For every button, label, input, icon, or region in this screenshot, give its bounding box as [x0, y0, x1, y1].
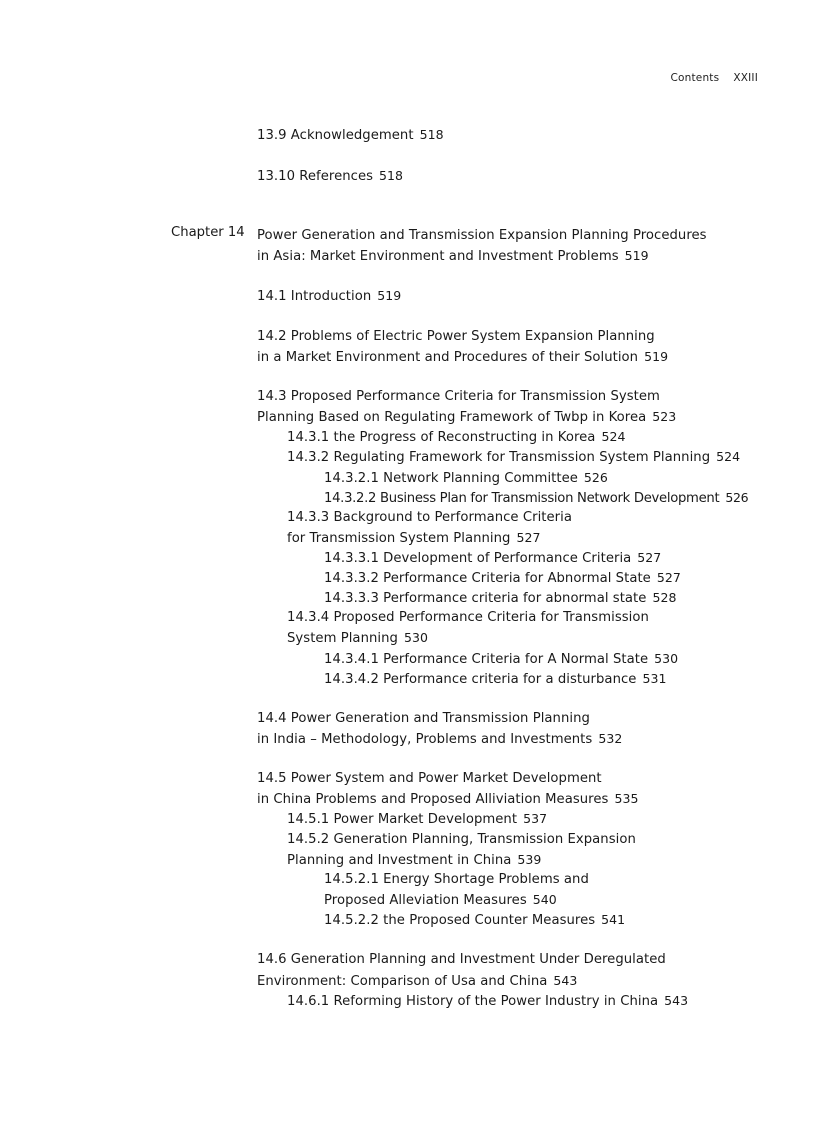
- page-number: 528: [652, 590, 677, 605]
- toc-entry[interactable]: 14.3.2.1 Network Planning Committee 526: [324, 470, 608, 486]
- toc-entry[interactable]: 14.5.2 Generation Planning, Transmission Expansion: [287, 832, 636, 847]
- page-number: 527: [516, 530, 541, 545]
- toc-entry-cont[interactable]: System Planning 530: [287, 630, 428, 646]
- toc-entry[interactable]: 14.3.2 Regulating Framework for Transmission System Planning 524: [287, 449, 741, 465]
- chapter-title-cont[interactable]: in Asia: Market Environment and Investment Problems 519: [257, 248, 649, 264]
- toc-entry-cont[interactable]: Proposed Alleviation Measures 540: [324, 892, 557, 908]
- page-number: 537: [523, 811, 548, 826]
- toc-entry[interactable]: 14.3.4.1 Performance Criteria for A Normal State 530: [324, 651, 679, 667]
- toc-entry[interactable]: 13.10 References 518: [257, 168, 404, 184]
- page-number: 541: [601, 912, 626, 927]
- toc-entry[interactable]: 14.5.2.2 the Proposed Counter Measures 541: [324, 912, 626, 928]
- toc-entry-cont[interactable]: Planning and Investment in China 539: [287, 852, 542, 868]
- toc-entry[interactable]: 14.4 Power Generation and Transmission Planning: [257, 711, 590, 726]
- page-number: 543: [553, 973, 578, 988]
- toc-entry[interactable]: 14.3.3.3 Performance criteria for abnormal state 528: [324, 590, 677, 606]
- page-number: 531: [642, 671, 667, 686]
- toc-entry[interactable]: 14.3.3.2 Performance Criteria for Abnormal State 527: [324, 570, 681, 586]
- toc-entry[interactable]: 13.9 Acknowledgement 518: [257, 127, 444, 143]
- toc-entry-cont[interactable]: Planning Based on Regulating Framework of Twbp in Korea 523: [257, 409, 677, 425]
- chapter-label: Chapter 14: [171, 225, 245, 240]
- toc-entry[interactable]: 14.3.4 Proposed Performance Criteria for Transmission: [287, 610, 649, 625]
- toc-entry[interactable]: 14.1 Introduction 519: [257, 288, 402, 304]
- page-number: 518: [379, 168, 404, 183]
- page-number: 527: [637, 550, 662, 565]
- toc-entry[interactable]: 14.3.3.1 Development of Performance Criteria 527: [324, 550, 662, 566]
- toc-entry-cont[interactable]: in India – Methodology, Problems and Investments 532: [257, 731, 623, 747]
- page-number: 524: [716, 449, 741, 464]
- toc-entry[interactable]: 14.6.1 Reforming History of the Power Industry in China 543: [287, 993, 689, 1009]
- header-section: Contents: [670, 72, 720, 84]
- toc-entry[interactable]: 14.2 Problems of Electric Power System Expansion Planning: [257, 329, 655, 344]
- running-header: [670, 72, 758, 84]
- page-number: 539: [517, 852, 542, 867]
- toc-entry-cont[interactable]: in a Market Environment and Procedures of their Solution 519: [257, 349, 669, 365]
- page-number: 518: [419, 127, 444, 142]
- toc-entry[interactable]: 14.3.1 the Progress of Reconstructing in Korea 524: [287, 429, 626, 445]
- page-number: 519: [644, 349, 669, 364]
- page-number: 530: [403, 630, 428, 645]
- toc-entry[interactable]: 14.3.3 Background to Performance Criteria: [287, 510, 572, 525]
- toc-entry[interactable]: 14.5.1 Power Market Development 537: [287, 811, 548, 827]
- page-number: 535: [614, 791, 639, 806]
- page-number: 527: [656, 570, 681, 585]
- page-number: 543: [664, 993, 689, 1008]
- page-number: 540: [532, 892, 557, 907]
- header-page-number: XXIII: [733, 72, 758, 84]
- chapter-title[interactable]: Power Generation and Transmission Expansion Planning Procedures: [257, 228, 707, 243]
- page-number: 526: [583, 470, 608, 485]
- page-number: 532: [598, 731, 623, 746]
- toc-entry[interactable]: 14.3 Proposed Performance Criteria for Transmission System: [257, 389, 660, 404]
- toc-entry[interactable]: 14.3.2.2 Business Plan for Transmission Network Development 526: [324, 490, 749, 506]
- page-number: 526: [725, 490, 749, 505]
- page-number: 530: [654, 651, 679, 666]
- page-number: 523: [652, 409, 677, 424]
- toc-entry-cont[interactable]: for Transmission System Planning 527: [287, 530, 541, 546]
- toc-entry-cont[interactable]: in China Problems and Proposed Alliviation Measures 535: [257, 791, 639, 807]
- page-number: 519: [377, 288, 402, 303]
- toc-entry[interactable]: 14.6 Generation Planning and Investment Under Deregulated: [257, 952, 666, 967]
- page-number: 524: [601, 429, 626, 444]
- toc-entry[interactable]: 14.5.2.1 Energy Shortage Problems and: [324, 872, 589, 887]
- toc-entry[interactable]: 14.5 Power System and Power Market Development: [257, 771, 602, 786]
- page-number: 519: [624, 248, 649, 263]
- toc-entry-cont[interactable]: Environment: Comparison of Usa and China 543: [257, 973, 578, 989]
- toc-entry[interactable]: 14.3.4.2 Performance criteria for a disturbance 531: [324, 671, 667, 687]
